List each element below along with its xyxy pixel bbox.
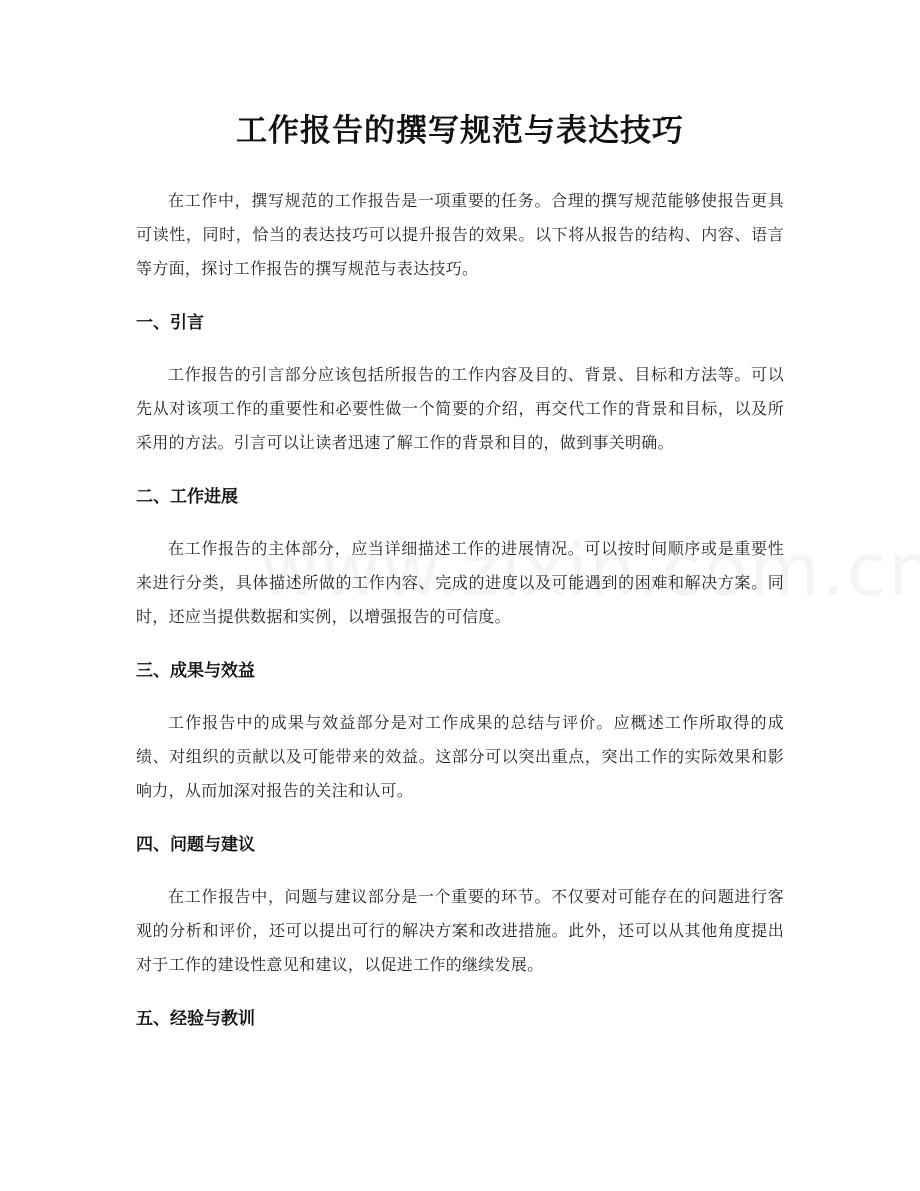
- section-body-progress: 在工作报告的主体部分，应当详细描述工作的进展情况。可以按时间顺序或是重要性来进行分类，具体描述所做的工作内容、完成的进度以及可能遇到的困难和解决方案。同时，还应当提供数据和实例，以增强报告的可信度。: [136, 539, 784, 626]
- section-body-introduction: 工作报告的引言部分应该包括所报告的工作内容及目的、背景、目标和方法等。可以先从对该项工作的重要性和必要性做一个简要的介绍，再交代工作的背景和目标，以及所采用的方法。引言可以让读者迅速了解工作的背景和目的，做到事关明确。: [136, 365, 784, 452]
- section-heading-progress: 二、工作进展: [136, 487, 238, 507]
- document-title: 工作报告的撰写规范与表达技巧: [236, 113, 684, 149]
- section-heading-issues: 四、问题与建议: [136, 835, 255, 855]
- section-heading-introduction: 一、引言: [136, 313, 204, 333]
- section-body-issues: 在工作报告中，问题与建议部分是一个重要的环节。不仅要对可能存在的问题进行客观的分析和评价，还可以提出可行的解决方案和改进措施。此外，还可以从其他角度提出对于工作的建设性意见和建议，以促进工作的继续发展。: [136, 887, 784, 974]
- section-heading-results: 三、成果与效益: [136, 661, 255, 681]
- section-body-results: 工作报告中的成果与效益部分是对工作成果的总结与评价。应概述工作所取得的成绩、对组织的贡献以及可能带来的效益。这部分可以突出重点，突出工作的实际效果和影响力，从而加深对报告的关注和认可。: [136, 713, 784, 800]
- intro-paragraph: 在工作中，撰写规范的工作报告是一项重要的任务。合理的撰写规范能够使报告更具可读性，同时，恰当的表达技巧可以提升报告的效果。以下将从报告的结构、内容、语言等方面，探讨工作报告的撰写规范与表达技巧。: [136, 191, 784, 278]
- section-heading-lessons: 五、经验与教训: [136, 1009, 255, 1029]
- document-body: [136, 184, 784, 1036]
